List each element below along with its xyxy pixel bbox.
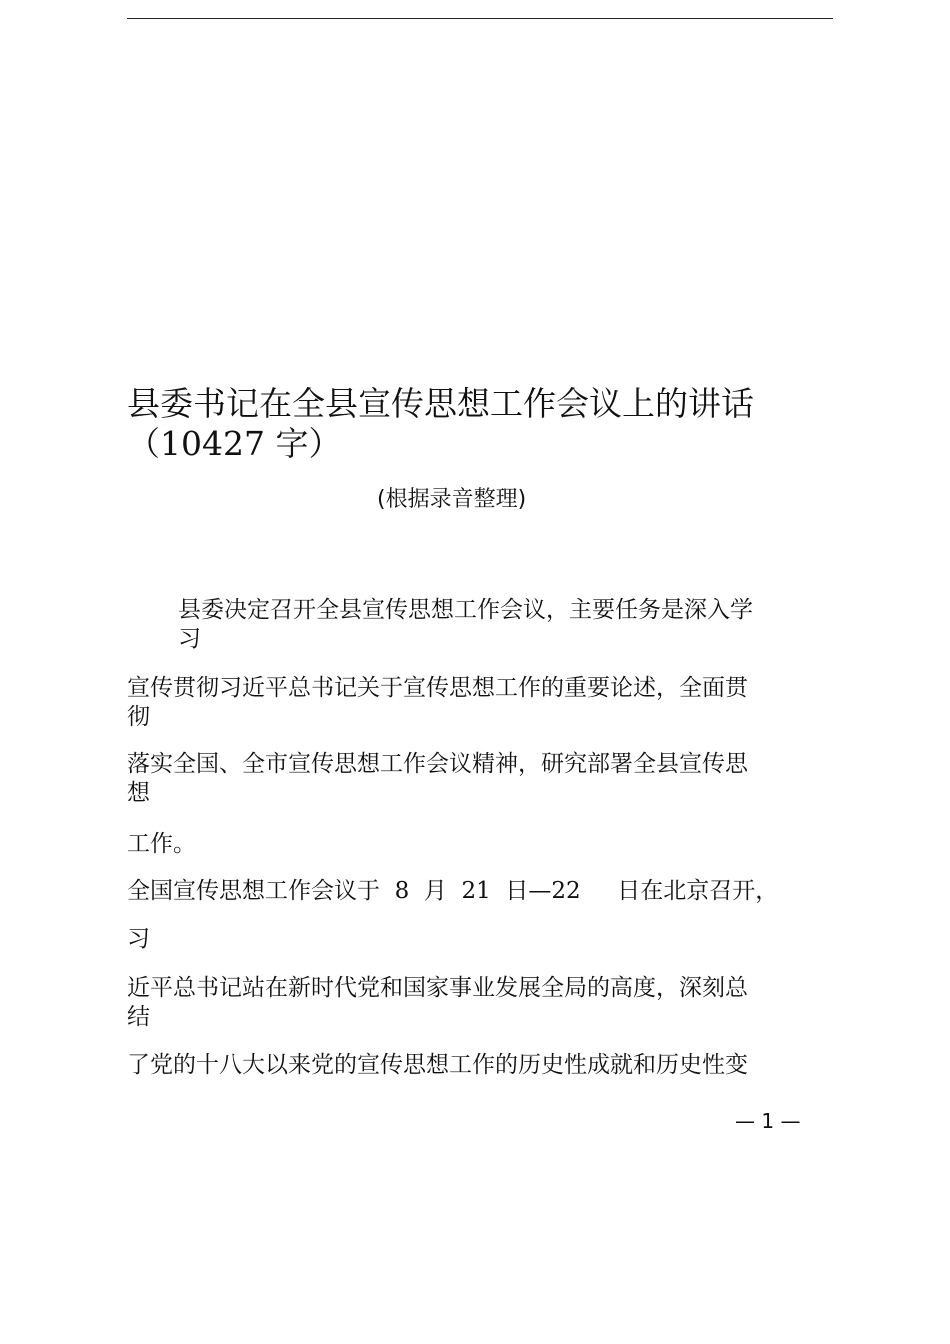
title-line-1: 县委书记在全县宣传思想工作会议上的讲话 [127,384,754,423]
page-number: — 1 — [735,1109,801,1133]
body-line: 落实全国、全市宣传思想工作会议精神，研究部署全县宣传思 [127,751,748,777]
body-line: 县委决定召开全县宣传思想工作会议，主要任务是深入学 [178,597,753,623]
body-line: 了党的十八大以来党的宣传思想工作的历史性成就和历史性变 [127,1052,748,1078]
body-line: 宣传贯彻习近平总书记关于宣传思想工作的重要论述，全面贯 [127,675,748,701]
body-line: 想 [127,780,150,806]
document-title [127,384,847,464]
document-subtitle: (根据录音整理) [377,487,527,512]
body-line: 近平总书记站在新时代党和国家事业发展全局的高度，深刻总 [127,975,748,1001]
body-line: 习 [178,626,201,652]
body-line: 工作。 [127,831,196,857]
body-line: 习 [127,926,150,952]
header-rule [127,18,833,19]
title-line-2: （10427 字） [127,424,342,463]
body-line: 全国宣传思想工作会议于 8 月 21 日—22 日在北京召开， [127,878,779,904]
body-line: 结 [127,1004,150,1030]
body-line: 彻 [127,704,150,730]
